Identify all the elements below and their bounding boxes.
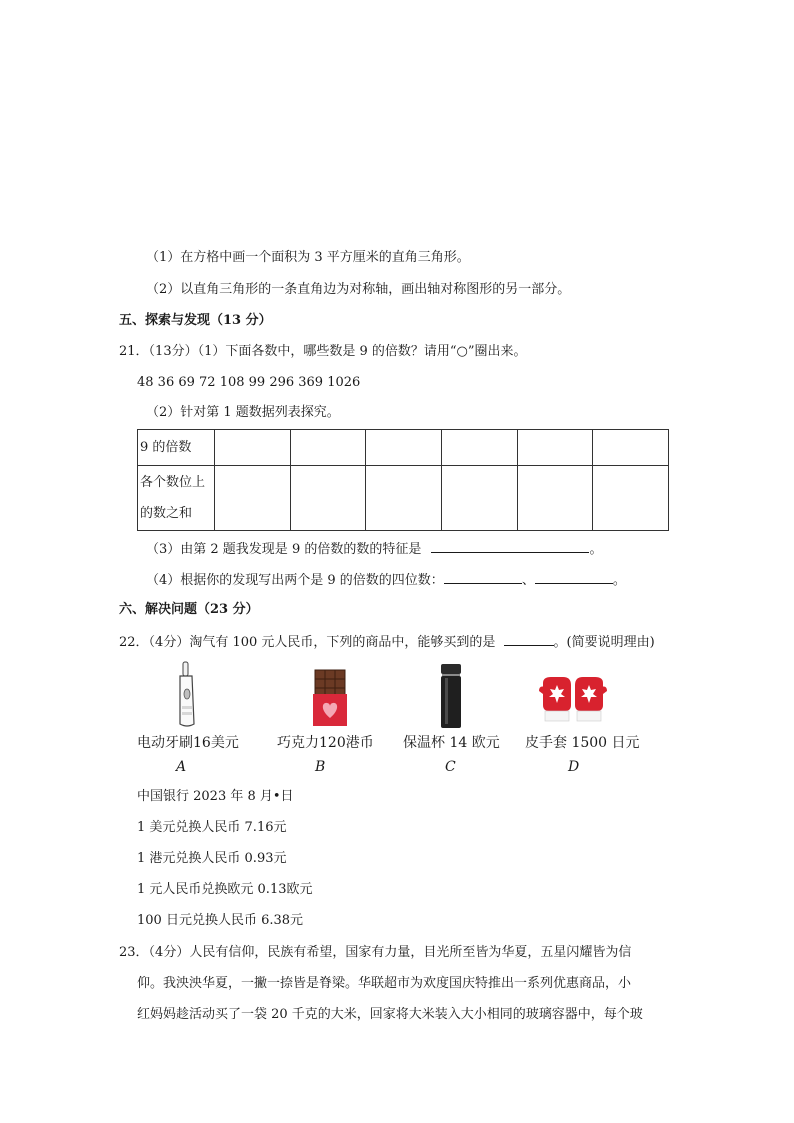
q21-sub4-text: （4）根据你的发现写出两个是 9 的倍数的四位数： xyxy=(146,573,444,588)
item-a-caption: 电动牙刷16美元 xyxy=(137,735,239,751)
section6-title: 六、解决问题（23 分） xyxy=(119,602,259,617)
electric-toothbrush-icon xyxy=(168,660,208,730)
exchange-rate-jpy: 100 日元兑换人民币 6.38元 xyxy=(137,913,304,928)
q22-stem-suffix: 。(简要说明理由) xyxy=(553,635,655,650)
item-c-caption: 保温杯 14 欧元 xyxy=(403,735,500,751)
table-row1-label: 9 的倍数 xyxy=(138,430,215,466)
item-b-image xyxy=(310,668,350,728)
q20-sub1: （1）在方格中画一个面积为 3 平方厘米的直角三角形。 xyxy=(146,250,470,265)
q22-stem xyxy=(119,631,655,653)
q21-sub4 xyxy=(146,569,626,591)
q21-sub3 xyxy=(146,538,603,560)
q23-line3: 红妈妈趁活动买了一袋 20 千克的大米，回家将大米装入大小相同的玻璃容器中，每个玻 xyxy=(137,1007,643,1022)
table-cell[interactable] xyxy=(215,466,291,531)
table-row2-label-line1: 各个数位上 xyxy=(140,475,206,490)
q21-table xyxy=(137,429,669,531)
q21-stem: 21．（13分）（1）下面各数中，哪些数是 9 的倍数？请用“○”圈出来。 xyxy=(119,344,527,359)
item-d-caption: 皮手套 1500 日元 xyxy=(525,735,640,751)
item-a-letter: A xyxy=(176,759,187,775)
exchange-rate-hkd: 1 港元兑换人民币 0.93元 xyxy=(137,851,287,866)
item-b-letter: B xyxy=(315,759,326,775)
table-row xyxy=(138,466,669,531)
table-cell[interactable] xyxy=(593,430,669,466)
q22-answer-blank[interactable] xyxy=(504,631,554,646)
table-cell[interactable] xyxy=(366,430,442,466)
q21-sub3-text: （3）由第 2 题我发现是 9 的倍数的数的特征是 xyxy=(146,542,422,557)
q21-sub4-answer-blank-1[interactable] xyxy=(444,569,522,584)
exchange-rate-eur: 1 元人民币兑换欧元 0.13欧元 xyxy=(137,882,313,897)
item-a-image xyxy=(168,660,208,730)
item-d-image xyxy=(539,675,607,723)
q21-sub2: （2）针对第 1 题数据列表探究。 xyxy=(146,405,340,420)
q22-stem-text: 22．（4分）淘气有 100 元人民币，下列的商品中，能够买到的是 xyxy=(119,635,496,650)
red-mittens-icon xyxy=(539,675,607,723)
table-cell[interactable] xyxy=(441,466,517,531)
thermos-cup-icon xyxy=(436,662,466,730)
exchange-rate-header: 中国银行 2023 年 8 月•日 xyxy=(137,789,294,804)
q21-sub3-answer-blank[interactable] xyxy=(431,538,589,553)
table-cell[interactable] xyxy=(517,466,593,531)
q21-sub3-period: 。 xyxy=(589,542,603,557)
section5-title: 五、探索与发现（13 分） xyxy=(119,313,272,328)
exchange-rate-usd: 1 美元兑换人民币 7.16元 xyxy=(137,820,287,835)
table-cell[interactable] xyxy=(593,466,669,531)
q20-sub2: （2）以直角三角形的一条直角边为对称轴，画出轴对称图形的另一部分。 xyxy=(146,282,571,297)
q21-numbers: 48 36 69 72 108 99 296 369 1026 xyxy=(137,375,361,390)
q23-line1: 23．（4分）人民有信仰，民族有希望，国家有力量，目光所至皆为华夏，五星闪耀皆为信 xyxy=(119,945,632,960)
item-b-caption: 巧克力120港币 xyxy=(277,735,374,751)
item-c-image xyxy=(436,662,466,730)
item-c-letter: C xyxy=(445,759,456,775)
table-cell[interactable] xyxy=(366,466,442,531)
q21-sub4-answer-blank-2[interactable] xyxy=(535,569,613,584)
q21-sub4-period: 。 xyxy=(612,573,626,588)
table-row2-label-line2: 的数之和 xyxy=(140,506,193,521)
q21-sub4-separator: 、 xyxy=(521,573,535,588)
table-cell[interactable] xyxy=(215,430,291,466)
table-cell[interactable] xyxy=(441,430,517,466)
table-row2-label xyxy=(138,466,215,531)
table-cell[interactable] xyxy=(290,430,366,466)
chocolate-bar-icon xyxy=(310,668,350,728)
table-cell[interactable] xyxy=(517,430,593,466)
table-cell[interactable] xyxy=(290,466,366,531)
item-d-letter: D xyxy=(568,759,580,775)
q23-line2: 仰。我泱泱华夏，一撇一捺皆是脊梁。华联超市为欢度国庆特推出一系列优惠商品，小 xyxy=(137,976,632,991)
table-row xyxy=(138,430,669,466)
